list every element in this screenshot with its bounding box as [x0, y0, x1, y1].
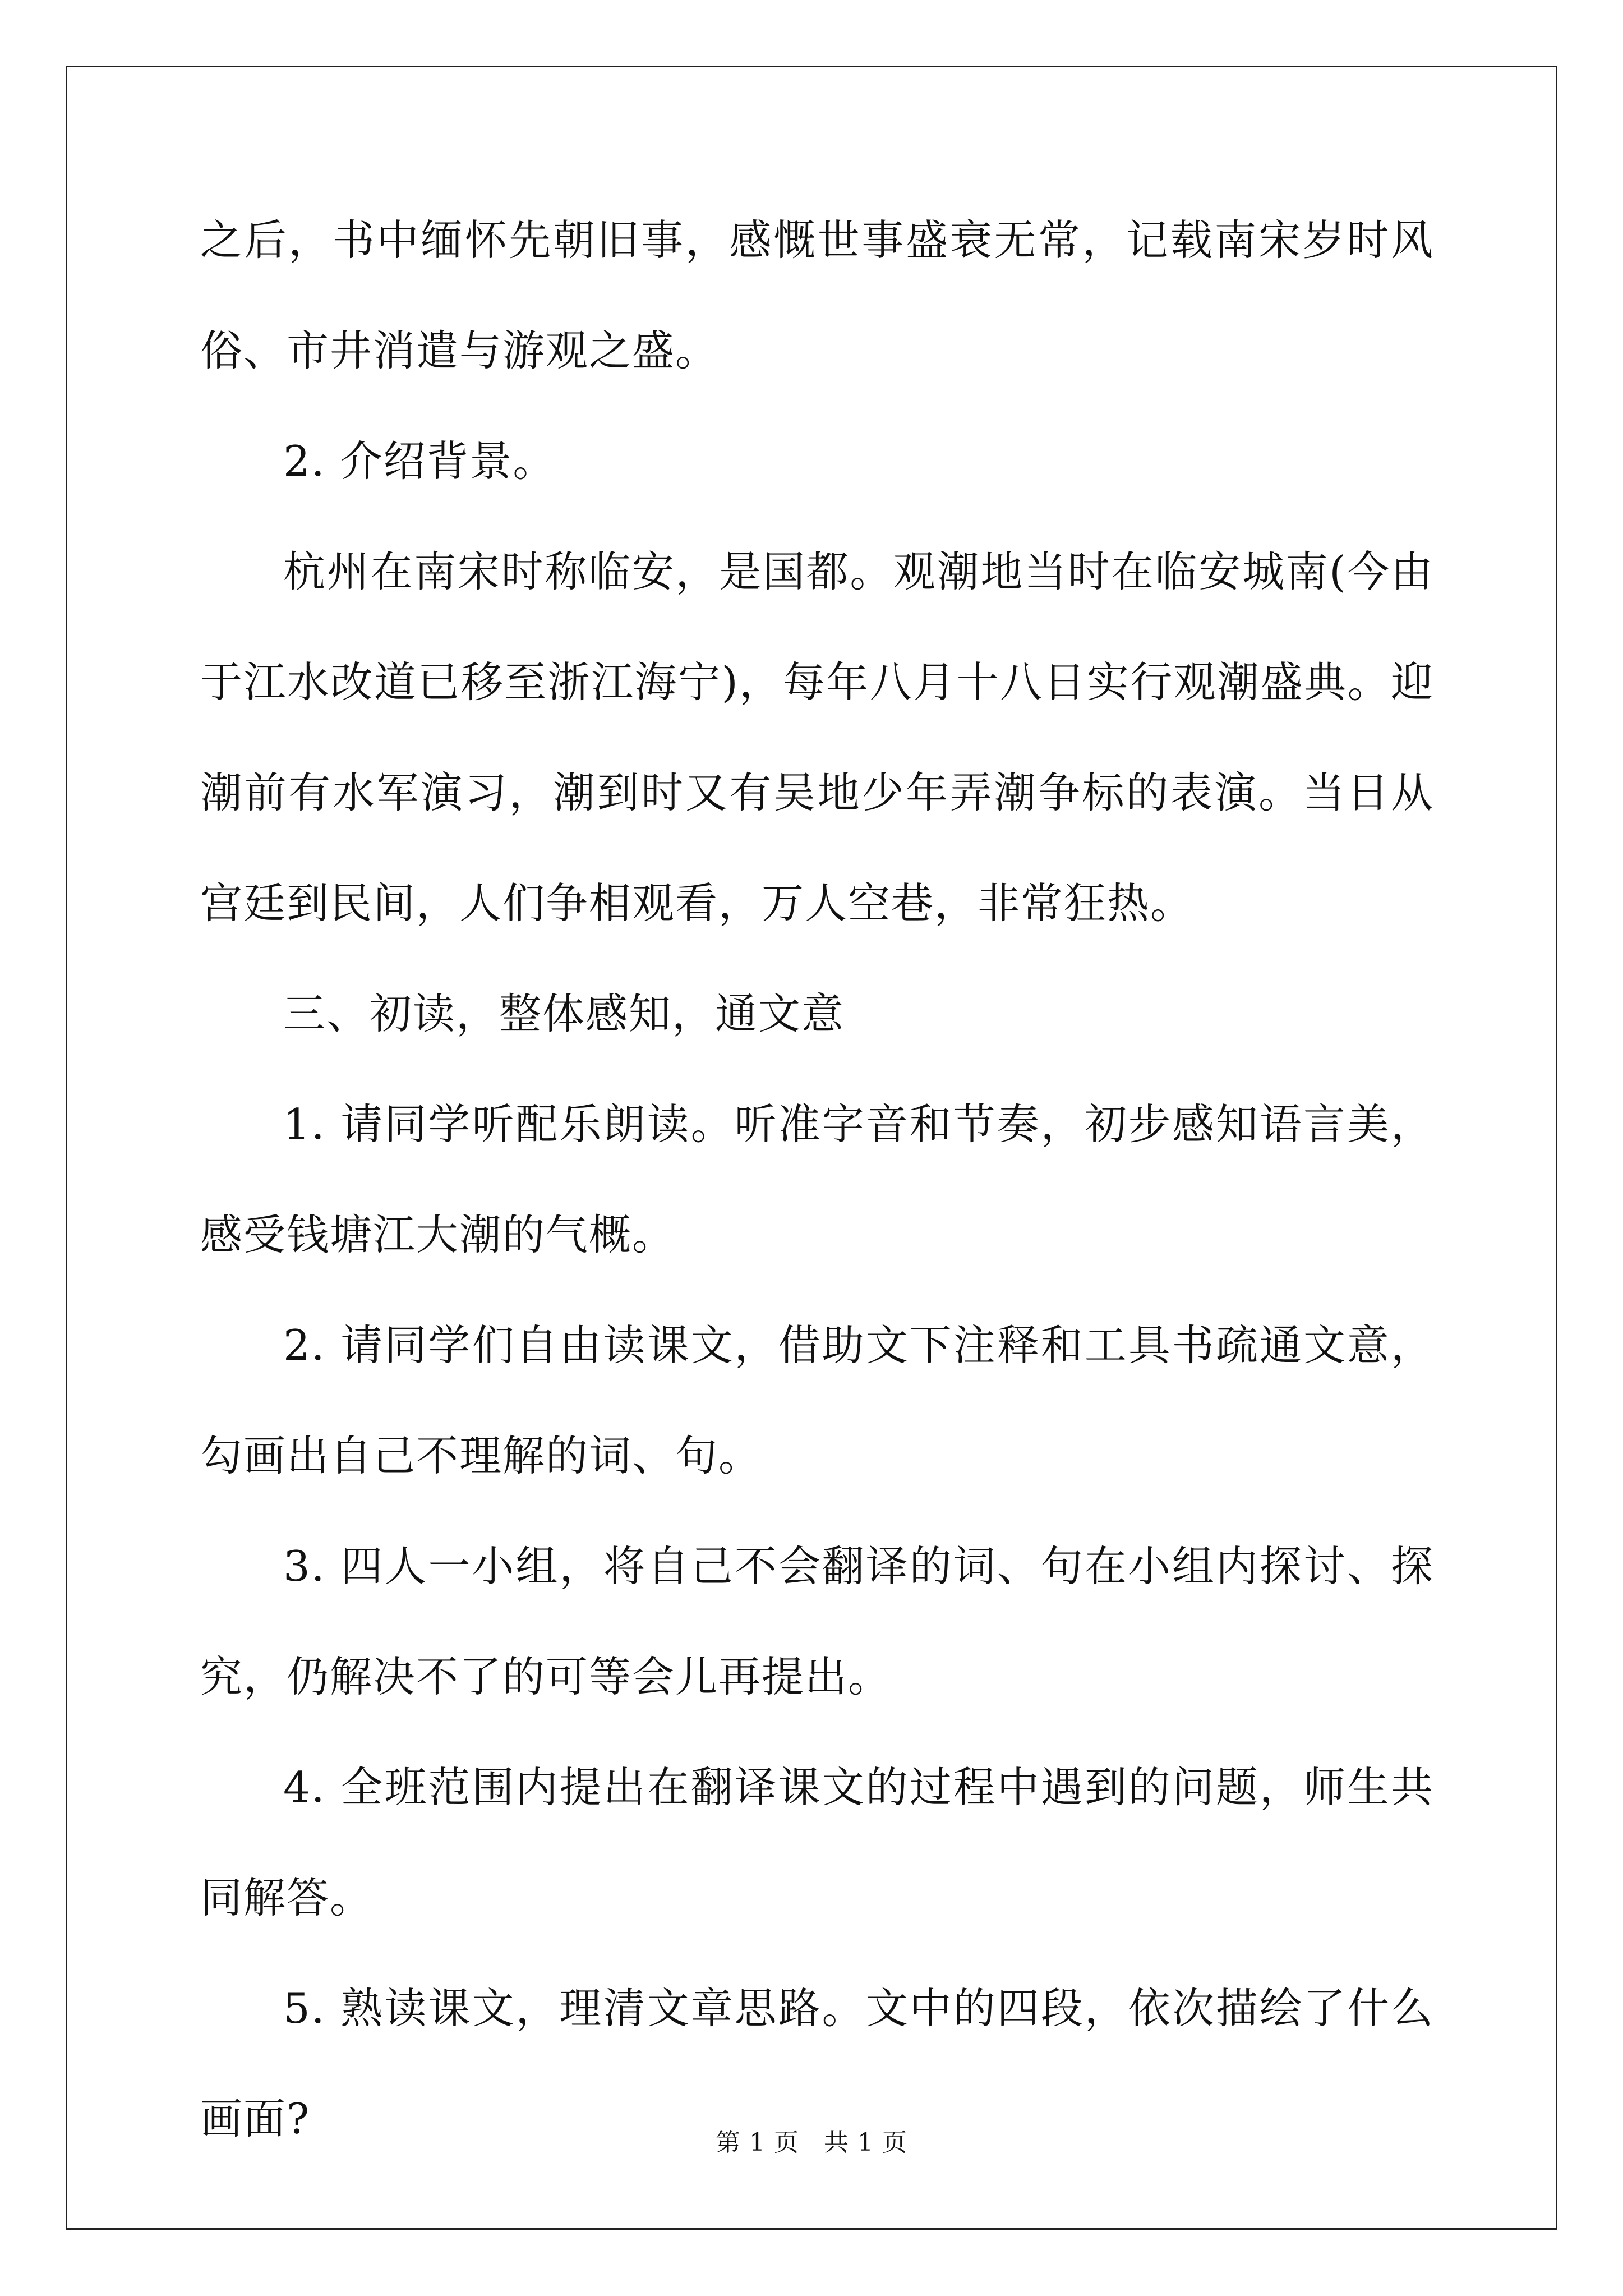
paragraph: 2. 请同学们自由读课文，借助文下注释和工具书疏通文意，勾画出自己不理解的词、句。 — [200, 1320, 1434, 1480]
page-total: 共 1 页 — [824, 2128, 907, 2157]
paragraph: 2. 介绍背景。 — [283, 436, 556, 486]
paragraph: 杭州在南宋时称临安，是国都。观潮地当时在临安城南(今由于江水改道已移至浙江海宁)，每年八月十八日实行观潮盛典。迎潮前有水军演习，潮到时又有吴地少年弄潮争标的表演。当日从宫廷到民间，人们争相观看，万人空巷，非常狂热。 — [200, 547, 1434, 928]
paragraph: 1. 请同学听配乐朗读。听准字音和节奏，初步感知语言美，感受钱塘江大潮的气概。 — [200, 1099, 1434, 1259]
paragraph: 4. 全班范围内提出在翻译课文的过程中遇到的问题，师生共同解答。 — [200, 1763, 1434, 1922]
page-number: 第 1 页 — [716, 2128, 799, 2157]
paragraph: 三、初读，整体感知，通文意 — [283, 989, 845, 1038]
paragraph: 5. 熟读课文，理清文章思路。文中的四段，依次描绘了什么画面? — [200, 1984, 1434, 2143]
paragraph: 3. 四人一小组，将自己不会翻译的词、句在小组内探讨、探究，仍解决不了的可等会儿再提出。 — [200, 1542, 1434, 1701]
paragraph: 之后，书中缅怀先朝旧事，感慨世事盛衰无常，记载南宋岁时风俗、市井消遣与游观之盛。 — [200, 215, 1434, 375]
document-body — [200, 185, 1434, 2174]
page-footer — [0, 2126, 1623, 2160]
